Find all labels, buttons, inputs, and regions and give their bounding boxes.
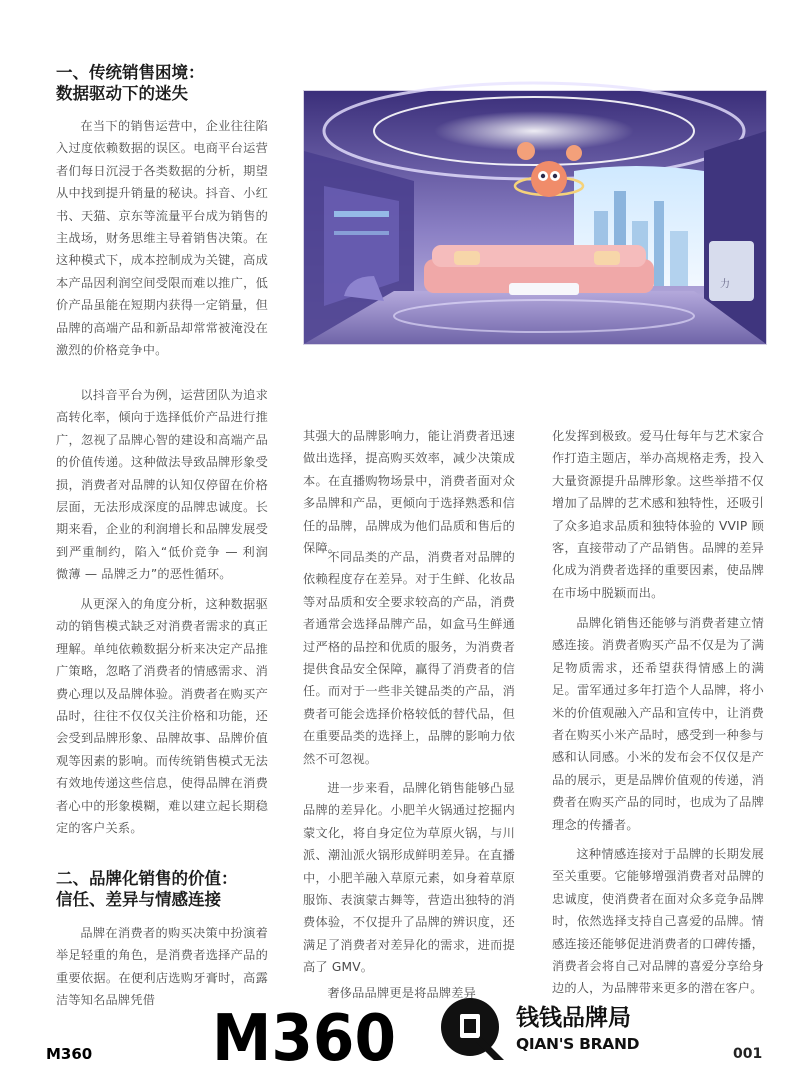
page-number: 001 <box>733 1046 763 1062</box>
section1-heading <box>56 62 286 104</box>
qian-brand-logo-icon <box>440 996 506 1062</box>
section2-heading-line2: 信任、差异与情感连接 <box>56 890 221 909</box>
section2-heading <box>56 868 286 910</box>
section1-paragraph-1: 在当下的销售运营中，企业往往陷入过度依赖数据的误区。电商平台运营者们每日沉浸于各类数据的分析，期望从中找到提升销量的秘诀。抖音、小红书、天猫、京东等流量平台成为销售的主战场，财务思维主导着销售决策。在这种模式下，成本控制成为关键，高成本产品因利润空间受限而难以推广，低价产品虽能在短期内获得一定销量，但品牌的高端产品和新品却常常被淹没在激烈的价格竞争中。 <box>56 119 268 358</box>
svg-text:M360: M360 <box>46 1045 93 1063</box>
futuristic-living-room-image <box>303 90 767 345</box>
m360-big-logo-icon <box>212 996 400 1076</box>
section2-heading-line1: 二、品牌化销售的价值： <box>56 869 238 888</box>
section2-col3-paragraph-1: 化发挥到极致。爱马仕每年与艺术家合作打造主题店，举办高规格走秀，投入大量资源提升品牌形象。这些举措不仅增加了品牌的艺术感和独特性，还吸引了众多追求品质和独特体验的 VVIP 顾客，直接带动了产品销售。品牌的差异化成为消费者选择的重要因素，使品牌在市场中脱颖而出。 <box>552 429 764 600</box>
section1-paragraph-3: 从更深入的角度分析，这种数据驱动的销售模式缺乏对消费者需求的真正理解。单纯依赖数据分析来决定产品推广策略，忽略了消费者的情感需求、消费心理以及品牌体验。消费者在购买产品时，往往不仅仅关注价格和功能，还会受到品牌形象、品牌故事、品牌价值观等因素的影响。而传统销售模式无法有效地传递这些信息，使得品牌在消费者心中的形象模糊，难以建立起长期稳定的客户关系。 <box>56 597 268 836</box>
section2-col2-paragraph-4: 奢侈品品牌更是将品牌差异 <box>327 986 477 1000</box>
section2-col2-paragraph-2: 不同品类的产品，消费者对品牌的依赖程度存在差异。对于生鲜、化妆品等对品质和安全要求较高的产品，消费者通常会选择品牌产品，如盒马生鲜通过严格的品控和优质的服务，为消费者提供食品安全保障，赢得了消费者的信任。而对于一些非关键品类的产品，消费者可能会选择价格较低的替代品，但在重要品类的选择上，品牌的影响力依然不可忽视。 <box>303 550 515 766</box>
section2-col3-paragraph-2: 品牌化销售还能够与消费者建立情感连接。消费者购买产品不仅是为了满足物质需求，还希望获得情感上的满足。雷军通过多年打造个人品牌，将小米的价值观融入产品和宣传中，让消费者在购买小米产品时，感受到一种参与感和认同感。小米的发布会不仅仅是产品的展示，更是品牌价值观的传递，消费者在购买产品的同时，也成为了品牌理念的传播者。 <box>552 616 764 832</box>
section2-col3-paragraph-3: 这种情感连接对于品牌的长期发展至关重要。它能够增强消费者对品牌的忠诚度，使消费者在面对众多竞争品牌时，依然选择支持自己喜爱的品牌。情感连接还能够促进消费者的口碑传播，消费者会将自己对品牌的喜爱分享给身边的人，为品牌带来更多的潜在客户。 <box>552 847 764 996</box>
section1-heading-line1: 一、传统销售困境： <box>56 63 205 82</box>
section1-heading-line2: 数据驱动下的迷失 <box>56 84 188 103</box>
svg-text:M360: M360 <box>212 1002 396 1076</box>
section2-paragraph-start: 品牌在消费者的购买决策中扮演着举足轻重的角色，是消费者选择产品的重要依据。在便利店选购牙膏时，高露洁等知名品牌凭借 <box>56 926 268 1008</box>
section2-col2-paragraph-3: 进一步来看，品牌化销售能够凸显品牌的差异化。小肥羊火锅通过挖掘内蒙文化，将自身定位为草原火锅，与川派、潮汕派火锅形成鲜明差异。在直播中，小肥羊融入草原元素，如身着草原服饰、表演蒙古舞等，营造出独特的消费体验，不仅提升了品牌的辨识度，还满足了消费者对差异化的需求，进而提高了 GMV。 <box>303 781 515 975</box>
section1-paragraph-2: 以抖音平台为例，运营团队为追求高转化率，倾向于选择低价产品进行推广，忽视了品牌心智的建设和高端产品的价值传递。这种做法导致品牌形象受损，消费者对品牌的认知仅停留在价格层面，无法形成深度的品牌忠诚度。长期来看，企业的利润增长和品牌发展受到严重制约，陷入“低价竞争 — 利润微薄 — 品牌乏力”的恶性循环。 <box>56 388 268 582</box>
brand-name-cn: 钱钱品牌局 <box>516 1005 631 1031</box>
brand-name-en: QIAN'S BRAND <box>516 1035 640 1053</box>
sign-text: 力 <box>720 279 730 290</box>
m360-small-logo-icon <box>46 1044 92 1062</box>
section2-col2-paragraph-1: 其强大的品牌影响力，能让消费者迅速做出选择，提高购买效率，减少决策成本。在直播购物场景中，消费者面对众多品牌和产品，更倾向于选择熟悉和信任的品牌，品牌成为他们品质和售后的保障。 <box>303 429 515 556</box>
